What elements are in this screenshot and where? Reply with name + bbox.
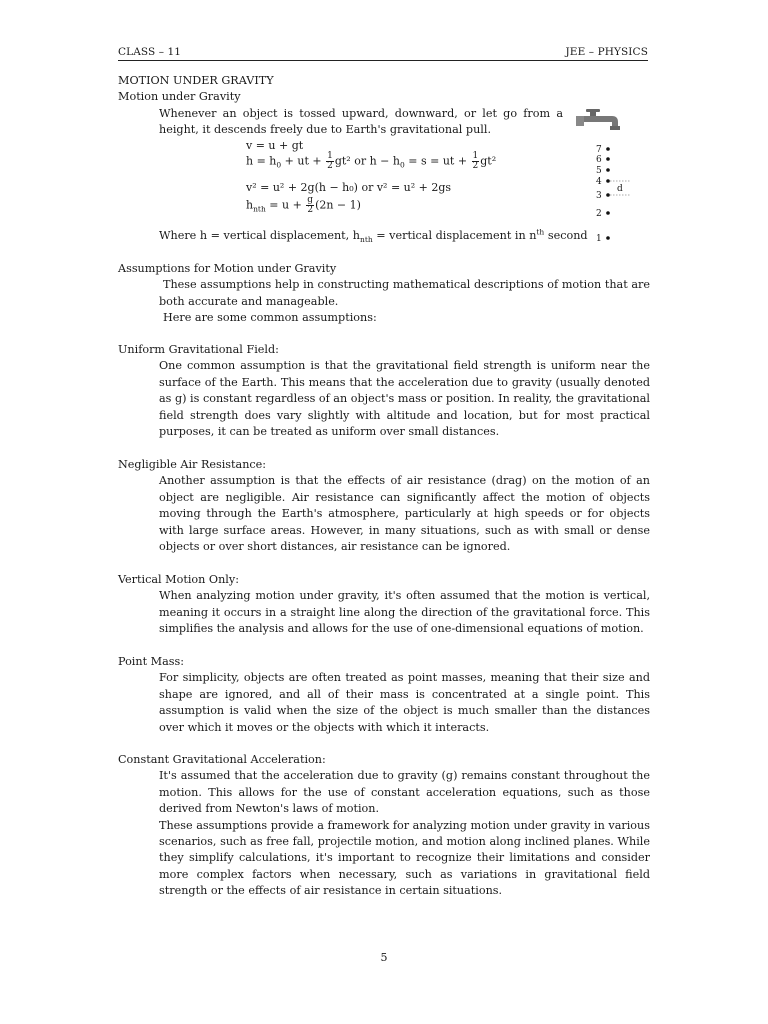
- drop: [606, 157, 610, 161]
- section-body: For simplicity, objects are often treated as point masses, meaning that their size and shape are ignored, and all of their mass is concentrated at a single point. This assumption is valid when the size of the object is much smaller than the distances over which it moves or the objects with which it interacts.: [159, 671, 650, 734]
- section-point-mass: [118, 654, 650, 736]
- distance-label: d: [617, 184, 623, 194]
- drop: [606, 168, 610, 172]
- drop-label-7: 7: [596, 145, 602, 155]
- drop-label-3: 3: [596, 191, 602, 201]
- section-air-resistance: [118, 457, 650, 555]
- drop: [606, 236, 610, 240]
- section-constant-acceleration: [118, 752, 650, 900]
- drop-label-5: 5: [596, 166, 602, 176]
- header-subject-label: JEE – PHYSICS: [565, 46, 648, 58]
- section-conclusion: These assumptions provide a framework for analyzing motion under gravity in various scenarios, such as free fall, projectile motion, and motion along inclined planes. While they simplify calculations, it's important to recognize their limitations and consider more complex factors when necessary, such as variations in gravitational field strength or the effects of air resistance in certain situations.: [159, 818, 650, 898]
- drop: [606, 211, 610, 215]
- intro-paragraph: Whenever an object is tossed upward, downward, or let go from a height, it descends freely due to Earth's gravitational pull.: [159, 106, 563, 137]
- equation-velocity: v = u + gt: [246, 139, 304, 152]
- section-heading: Constant Gravitational Acceleration:: [118, 753, 326, 766]
- equation-velocity-squared: v² = u² + 2g(h − h₀) or v² = u² + 2gs: [246, 181, 452, 194]
- where-note: Where h = vertical displacement, $h_{nth}$ = vertical displacement in $n^{th}$ second: [159, 227, 588, 245]
- section-body: One common assumption is that the gravitational field strength is uniform near the surface of the Earth. This means that the acceleration due to gravity (usually denoted as g) is constant regardless of an object's mass or position. In reality, the gravitational field strength does vary slightly with altitude and location, but for most practical purposes, it can be treated as uniform over small distances.: [159, 359, 650, 439]
- section-subtitle: Motion under Gravity: [118, 90, 241, 104]
- equation-displacement: $h = h_0$ + ut + $\frac{1}{2}$ gt² or $h - h_0 = s$ = ut + $\frac{1}{2}$ gt²: [246, 151, 497, 171]
- section-body: Another assumption is that the effects of air resistance (drag) on the motion of an object are negligible. Air resistance can significantly affect the motion of objects moving through the Earth's atmosphere, particularly at high speeds or for objects with large surface areas. However, in many situations, such as with small or dense objects or over short distances, air resistance can be ignored.: [159, 474, 650, 554]
- fraction-g-half: $\frac{g}{2}$: [307, 195, 314, 215]
- header-class-label: CLASS – 11: [118, 46, 182, 58]
- fraction-half: $\frac{1}{2}$: [472, 151, 479, 171]
- section-body: When analyzing motion under gravity, it's often assumed that the motion is vertical, meaning it occurs in a straight line along the direction of the gravitational force. This simplifies the analysis and allows for the use of one-dimensional equations of motion.: [159, 589, 650, 636]
- drop-label-6: 6: [596, 155, 602, 165]
- drop-label-1: 1: [596, 234, 602, 244]
- drop-label-4: 4: [596, 177, 602, 187]
- fraction-half: $\frac{1}{2}$: [327, 151, 333, 171]
- assumptions-lead: Here are some common assumptions:: [163, 311, 377, 325]
- section-heading: Vertical Motion Only:: [118, 573, 239, 586]
- section-heading: Point Mass:: [118, 655, 185, 668]
- equation-nth-second: $h_{nth} = u$ + $\frac{g}{2}$ (2n − 1): [246, 195, 361, 215]
- drop: [606, 147, 610, 151]
- page-number: 5: [380, 951, 388, 964]
- section-body: It's assumed that the acceleration due to gravity (g) remains constant throughout the motion. This allows for the use of constant acceleration equations, such as those derived from Newton's laws of motion.: [159, 769, 650, 816]
- section-vertical-motion: [118, 572, 650, 638]
- section-heading: Uniform Gravitational Field:: [118, 343, 279, 356]
- assumptions-paragraph: These assumptions help in constructing mathematical descriptions of motion that are both accurate and manageable.: [159, 278, 650, 308]
- assumptions-section: [118, 261, 650, 327]
- falling-drops-figure: [572, 104, 632, 244]
- tap-icon: [576, 109, 620, 130]
- section-uniform-field: [118, 342, 650, 440]
- drop: [606, 193, 610, 197]
- assumptions-heading: Assumptions for Motion under Gravity: [118, 262, 337, 275]
- drop: [606, 179, 610, 183]
- page-title: MOTION UNDER GRAVITY: [118, 74, 274, 87]
- intro-section: [118, 73, 650, 139]
- drop-label-2: 2: [596, 209, 602, 219]
- section-heading: Negligible Air Resistance:: [118, 458, 267, 471]
- page-header: [118, 44, 648, 61]
